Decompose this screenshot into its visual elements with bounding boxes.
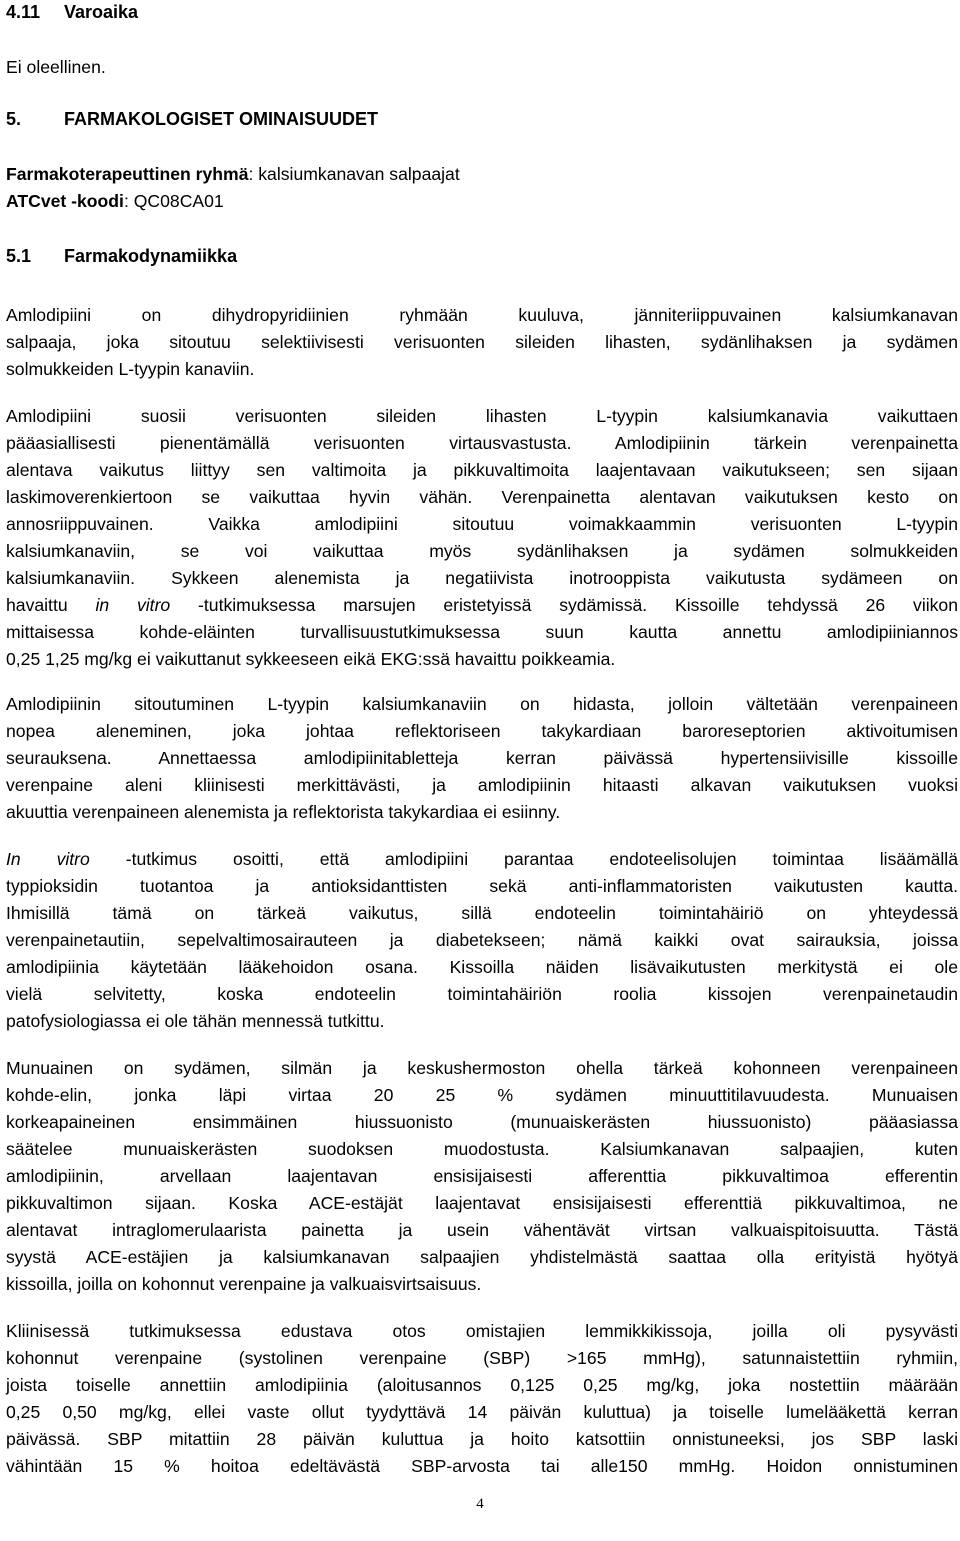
text-line: solmukkeiden L-tyypin kanaviin. xyxy=(6,359,255,379)
text-line: annosriippuvainen. Vaikka amlodipiini sitoutuu voimakkaammin verisuonten L-tyypin xyxy=(6,514,958,534)
section-number: 4.11 xyxy=(6,2,41,22)
text-line: 0,25 0,50 mg/kg, ellei vaste ollut tyydyttävä 14 päivän kuluttua) ja toiselle lumelääkettä kerran xyxy=(6,1402,958,1422)
text-line: amlodipiinia käytetään lääkehoidon osana. Kissoilla näiden lisävaikutusten merkitystä ei ole xyxy=(6,957,958,977)
text-line xyxy=(6,846,958,872)
text-line: vähintään 15 % hoitoa edeltävästä SBP-arvosta tai alle150 mmHg. Hoidon onnistuminen xyxy=(6,1456,958,1476)
text-line: Munuainen on sydämen, silmän ja keskushermoston ohella tärkeä kohonneen verenpaineen xyxy=(6,1058,958,1078)
text-line: laskimoverenkiertoon se vaikuttaa hyvin vähän. Verenpainetta alentavan vaikutuksen kesto on xyxy=(6,487,958,507)
text-line: Amlodipiini suosii verisuonten sileiden lihasten L-tyypin kalsiumkanavia vaikuttaen xyxy=(6,406,958,426)
text-line: amlodipiinin, arvellaan laajentavan ensisijaisesti afferenttia pikkuvaltimoa efferentin xyxy=(6,1166,958,1186)
text-line: kohde-elin, jonka läpi virtaa 20 25 % sydämen minuuttitilavuudesta. Munuaisen xyxy=(6,1085,958,1105)
section-number: 5. xyxy=(6,109,22,129)
text-line: kissoilla, joilla on kohonnut verenpaine ja valkuaisvirtsaisuus. xyxy=(6,1274,482,1294)
text-line: Amlodipiini on dihydropyridiinien ryhmään kuuluva, jänniteriippuvainen kalsiumkanavan xyxy=(6,305,958,325)
text-line: joista toiselle annettiin amlodipiinia (aloitusannos 0,125 0,25 mg/kg, joka nostettiin määrään xyxy=(6,1375,958,1395)
section-number: 5.1 xyxy=(6,246,32,266)
text-line: seurauksena. Annettaessa amlodipiinitabletteja kerran päivässä hypertensiivisille kissoille xyxy=(6,748,958,768)
section-title: FARMAKOLOGISET OMINAISUUDET xyxy=(64,109,378,129)
text-line: syystä ACE-estäjien ja kalsiumkanavan salpaajien yhdistelmästä saattaa olla erityistä hyötyä xyxy=(6,1247,958,1267)
text-line: päivässä. SBP mitattiin 28 päivän kuluttua ja hoito katsottiin onnistuneeksi, jos SBP laski xyxy=(6,1429,958,1449)
text-line: Ihmisillä tämä on tärkeä vaikutus, sillä endoteelin toimintahäiriö on yhteydessä xyxy=(6,903,958,923)
field-label: Farmakoterapeuttinen ryhmä xyxy=(6,164,249,184)
text-line: pääasiallisesti pienentämällä verisuonten virtausvastusta. Amlodipiinin tärkein verenpainetta xyxy=(6,433,958,453)
field-label: ATCvet -koodi xyxy=(6,191,124,211)
field-value: : kalsiumkanavan salpaajat xyxy=(248,164,460,184)
text-line: nopea aleneminen, joka johtaa reflektoriseen takykardiaan baroreseptorien aktivoitumisen xyxy=(6,721,958,741)
text-line xyxy=(6,592,958,618)
text-line: verenpainetautiin, sepelvaltimosairauteen ja diabetekseen; nämä kaikki ovat sairauksia, joissa xyxy=(6,930,958,950)
text-segment: -tutkimus osoitti, että amlodipiini parantaa endoteelisolujen toimintaa lisäämällä xyxy=(89,849,958,869)
section-heading-4-11 xyxy=(6,0,138,25)
text-line: kalsiumkanaviin, se voi vaikuttaa myös sydänlihaksen ja sydämen solmukkeiden xyxy=(6,541,958,561)
text-line: alentavat intraglomerulaarista painetta ja usein vähentävät virtsan valkuaispitoisuutta. Tästä xyxy=(6,1220,958,1240)
text-line: alentava vaikutus liittyy sen valtimoita ja pikkuvaltimoita laajentavaan vaikutukseen; sen sijaan xyxy=(6,460,958,480)
text-line: vielä selvitetty, koska endoteelin toimintahäiriön roolia kissojen verenpainetaudin xyxy=(6,984,958,1004)
text-line: akuuttia verenpaineen alenemista ja reflektorista takykardiaa ei esiinny. xyxy=(6,802,561,822)
text-line: patofysiologiassa ei ole tähän mennessä tutkittu. xyxy=(6,1011,385,1031)
not-applicable-text: Ei oleellinen. xyxy=(6,57,106,77)
page-number: 4 xyxy=(476,1496,484,1512)
text-line: kohonnut verenpaine (systolinen verenpaine (SBP) >165 mmHg), satunnaistettiin ryhmiin, xyxy=(6,1348,958,1368)
italic-term: In vitro xyxy=(6,849,90,869)
text-line: Amlodipiinin sitoutuminen L-tyypin kalsiumkanaviin on hidasta, jolloin vältetään verenpaineen xyxy=(6,694,958,714)
text-line: pikkuvaltimon sijaan. Koska ACE-estäjät laajentavat ensisijaisesti efferenttiä pikkuvaltimoa, ne xyxy=(6,1193,958,1213)
text-line: säätelee munuaiskerästen suodoksen muodostusta. Kalsiumkanavan salpaajien, kuten xyxy=(6,1139,958,1159)
text-segment: havaittu xyxy=(6,595,96,615)
section-heading-5-1 xyxy=(6,243,237,269)
text-line: kalsiumkanaviin. Sykkeen alenemista ja negatiivista inotrooppista vaikutusta sydämeen on xyxy=(6,568,958,588)
italic-term: in vitro xyxy=(95,595,171,615)
text-line: salpaaja, joka sitoutuu selektiivisesti verisuonten sileiden lihasten, sydänlihaksen ja sydämen xyxy=(6,332,958,352)
text-line: mittaisessa kohde-eläinten turvallisuustutkimuksessa suun kautta annettu amlodipiiniannos xyxy=(6,622,958,642)
section-title: Farmakodynamiikka xyxy=(64,246,238,266)
text-line: Kliinisessä tutkimuksessa edustava otos omistajien lemmikkikissoja, joilla oli pysyvästi xyxy=(6,1321,958,1341)
text-line: verenpaine aleni kliinisesti merkittävästi, ja amlodipiinin hitaasti alkavan vaikutuksen vuoksi xyxy=(6,775,958,795)
text-line: typpioksidin tuotantoa ja antioksidanttisten sekä anti-inflammatoristen vaikutusten kautta. xyxy=(6,876,958,896)
text-line: korkeapaineinen ensimmäinen hiussuonisto (munuaiskerästen hiussuonisto) pääasiassa xyxy=(6,1112,958,1132)
text-segment: -tutkimuksessa marsujen eristetyissä sydämissä. Kissoille tehdyssä 26 viikon xyxy=(170,595,958,615)
field-value: : QC08CA01 xyxy=(123,191,224,211)
pharmacotherapeutic-group xyxy=(6,161,460,187)
atcvet-code xyxy=(6,188,224,214)
section-title: Varoaika xyxy=(64,2,139,22)
section-heading-5 xyxy=(6,106,378,132)
text-line: 0,25 1,25 mg/kg ei vaikuttanut sykkeeseen eikä EKG:ssä havaittu poikkeamia. xyxy=(6,649,616,669)
